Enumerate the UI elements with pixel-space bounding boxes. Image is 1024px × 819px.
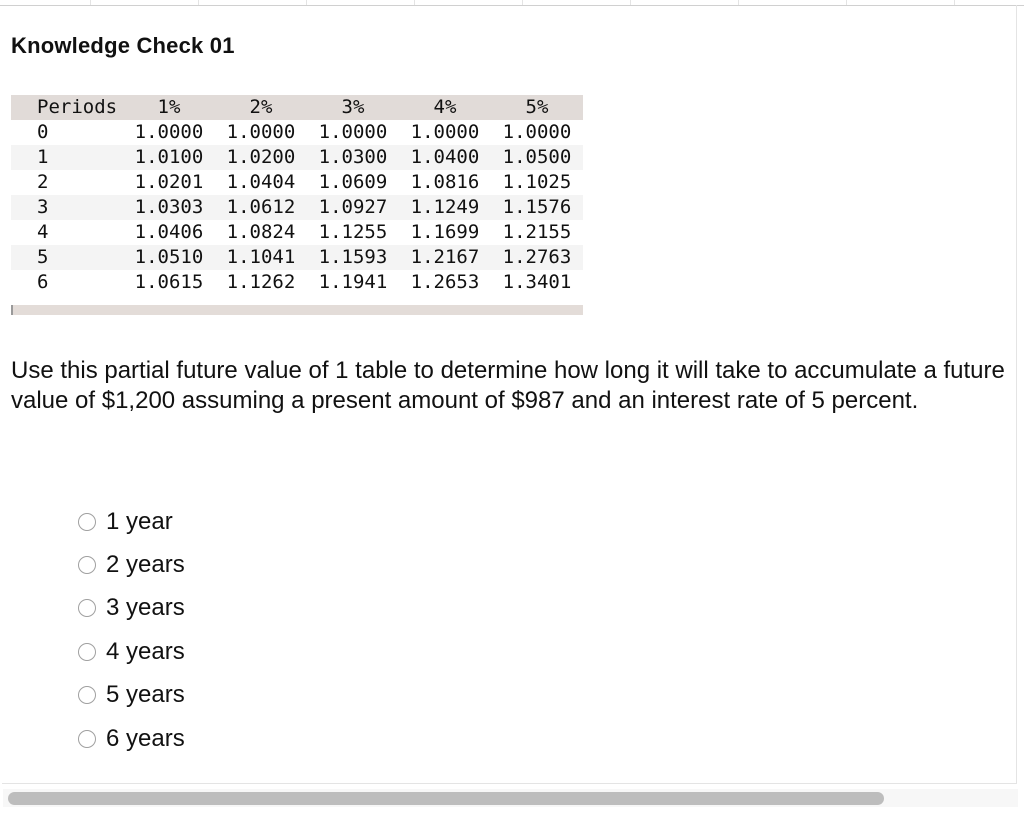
table-row [11, 220, 583, 245]
factor-cell: 1.0000 [410, 121, 480, 143]
column-header-rate: 1% [157, 96, 181, 118]
factor-cell: 1.0500 [502, 146, 572, 168]
table-row [11, 195, 583, 220]
period-cell: 0 [37, 121, 49, 143]
answer-option[interactable] [78, 500, 185, 543]
factor-cell: 1.0510 [134, 246, 204, 268]
answer-option[interactable] [78, 630, 185, 673]
factor-cell: 1.0303 [134, 196, 204, 218]
table-row [11, 245, 583, 270]
radio-button[interactable] [78, 730, 96, 748]
factor-cell: 1.0000 [502, 121, 572, 143]
answer-option[interactable] [78, 543, 185, 586]
table-header-row [11, 95, 583, 120]
period-cell: 4 [37, 221, 49, 243]
option-label: 6 years [106, 724, 185, 752]
answer-option[interactable] [78, 674, 185, 717]
factor-cell: 1.2155 [502, 221, 572, 243]
factor-cell: 1.1699 [410, 221, 480, 243]
table-row [11, 145, 583, 170]
factor-cell: 1.1255 [318, 221, 388, 243]
factor-cell: 1.0927 [318, 196, 388, 218]
factor-cell: 1.0000 [318, 121, 388, 143]
factor-cell: 1.0615 [134, 271, 204, 293]
factor-cell: 1.0300 [318, 146, 388, 168]
factor-cell: 1.0612 [226, 196, 296, 218]
horizontal-scrollbar[interactable] [3, 789, 1018, 807]
factor-cell: 1.1593 [318, 246, 388, 268]
column-header-periods: Periods [37, 96, 118, 118]
radio-button[interactable] [78, 599, 96, 617]
factor-cell: 1.0000 [134, 121, 204, 143]
factor-cell: 1.2763 [502, 246, 572, 268]
factor-cell: 1.0816 [410, 171, 480, 193]
factor-cell: 1.1249 [410, 196, 480, 218]
answer-option[interactable] [78, 587, 185, 630]
option-label: 3 years [106, 594, 185, 622]
factor-cell: 1.0000 [226, 121, 296, 143]
option-label: 1 year [106, 507, 173, 535]
factor-cell: 1.3401 [502, 271, 572, 293]
page-title: Knowledge Check 01 [11, 33, 235, 58]
period-cell: 3 [37, 196, 49, 218]
column-header-rate: 5% [525, 96, 549, 118]
radio-button[interactable] [78, 513, 96, 531]
future-value-table [11, 95, 583, 295]
factor-cell: 1.0824 [226, 221, 296, 243]
answer-options [78, 500, 185, 760]
radio-button[interactable] [78, 643, 96, 661]
factor-cell: 1.1262 [226, 271, 296, 293]
radio-button[interactable] [78, 686, 96, 704]
factor-cell: 1.1576 [502, 196, 572, 218]
column-header-rate: 4% [433, 96, 457, 118]
period-cell: 5 [37, 246, 49, 268]
column-header-rate: 2% [249, 96, 273, 118]
factor-cell: 1.0400 [410, 146, 480, 168]
table-row [11, 120, 583, 145]
column-header-rate: 3% [341, 96, 365, 118]
option-label: 4 years [106, 637, 185, 665]
scrollbar-thumb[interactable] [8, 792, 884, 805]
factor-cell: 1.0200 [226, 146, 296, 168]
option-label: 2 years [106, 551, 185, 579]
table-row [11, 170, 583, 195]
factor-cell: 1.1941 [318, 271, 388, 293]
factor-cell: 1.0406 [134, 221, 204, 243]
table-footer-bar [11, 305, 583, 315]
factor-cell: 1.2653 [410, 271, 480, 293]
question-text: Use this partial future value of 1 table to determine how long it will take to accumulate a future value of $1,200 assuming a present amount of $987 and an interest rate of 5 percent. [11, 357, 1005, 414]
factor-cell: 1.1025 [502, 171, 572, 193]
factor-cell: 1.0100 [134, 146, 204, 168]
period-cell: 2 [37, 171, 49, 193]
radio-button[interactable] [78, 556, 96, 574]
option-label: 5 years [106, 681, 185, 709]
factor-cell: 1.0201 [134, 171, 204, 193]
factor-cell: 1.0609 [318, 171, 388, 193]
factor-cell: 1.2167 [410, 246, 480, 268]
period-cell: 6 [37, 271, 49, 293]
factor-cell: 1.0404 [226, 171, 296, 193]
factor-cell: 1.1041 [226, 246, 296, 268]
table-row [11, 270, 583, 295]
period-cell: 1 [37, 146, 49, 168]
answer-option[interactable] [78, 717, 185, 760]
